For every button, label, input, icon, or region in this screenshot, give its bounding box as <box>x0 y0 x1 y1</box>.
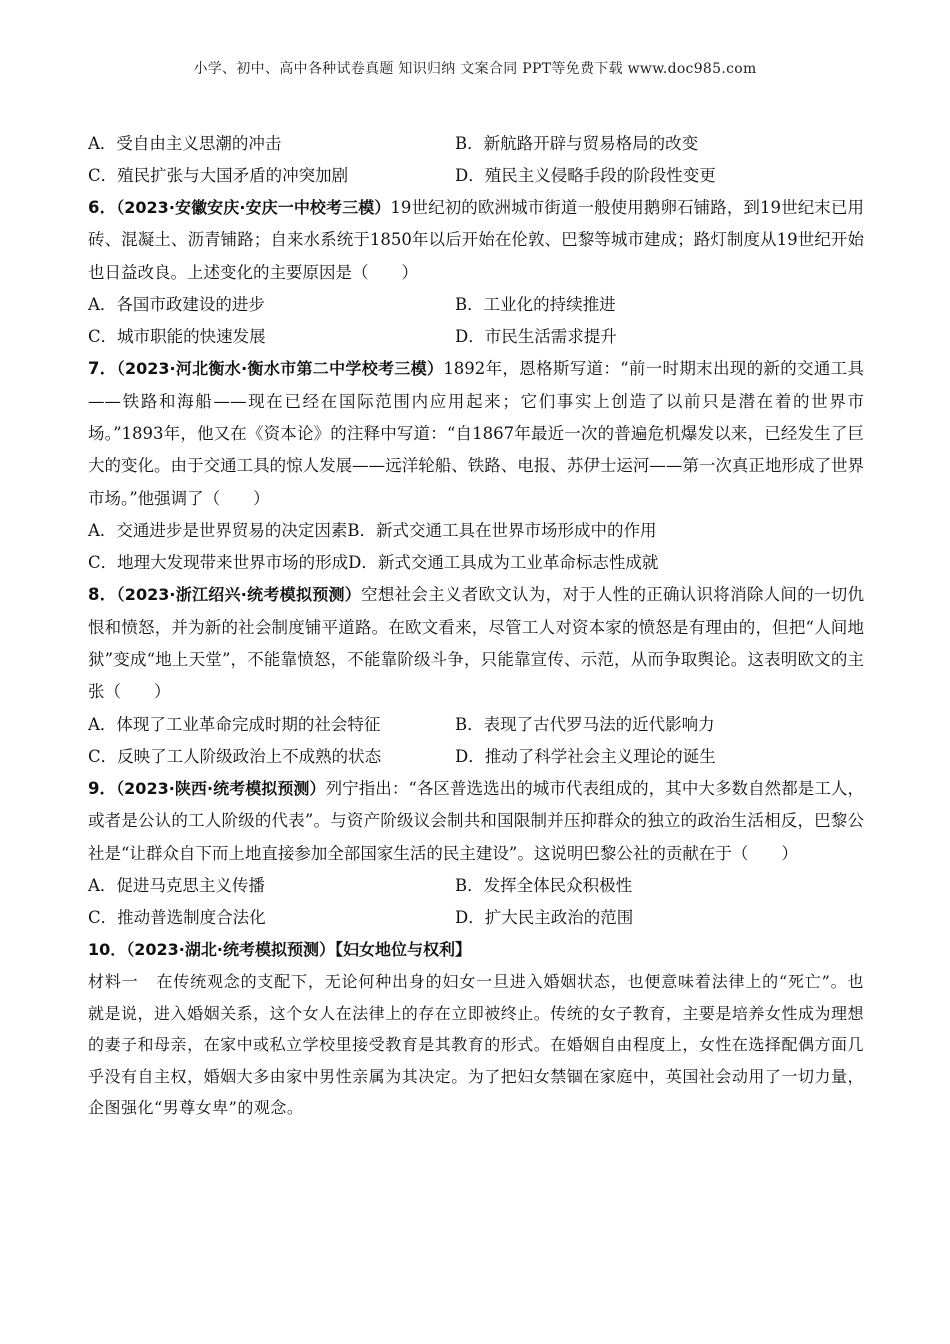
q5-option-b[interactable]: B．新航路开辟与贸易格局的改变 <box>455 134 699 153</box>
material-label: 材料一 <box>88 972 139 992</box>
q6-option-b[interactable]: B．工业化的持续推进 <box>455 295 616 315</box>
q8-option-a[interactable]: A．体现了工业革命完成时期的社会特征 <box>88 714 381 734</box>
question-number: 9． <box>88 778 117 798</box>
q5-options <box>88 128 864 192</box>
q6-option-c[interactable]: C．城市职能的快速发展 <box>88 327 266 347</box>
material-text: 在传统观念的支配下，无论何种出身的妇女一旦进入婚姻状态，也便意味着法律上的“死亡”。也就是说，进入婚姻关系，这个女人在法律上的存在立即被终止。传统的女子教育，主要是培养女性成为理想的妻子和母亲，在家中或私立学校里接受教育是其教育的形式。在婚姻自由程度上，女性在选择配偶方面几乎没有自主权，婚姻大多由家中男性亲属为其决定。为了把妇女禁锢在家庭中，英国社会动用了一切力量，企图强化“男尊女卑”的观念。 <box>88 972 864 1118</box>
q7-option-b[interactable]: B．新式交通工具在世界市场形成中的作用 <box>347 521 657 541</box>
question-source: （2023·安徽安庆·安庆一中校考三模） <box>116 198 391 217</box>
question-source: （2023·河北衡水·衡水市第二中学校考三模） <box>116 359 444 379</box>
question-stem: 空想社会主义者欧文认为，对于人性的正确认识将消除人间的一切仇恨和愤怒，并为新的社会制度铺平道路。在欧文看来，尽管工人对资本家的愤怒是有理由的，但把“人间地狱”变成“地上天堂”，不能靠愤怒，不能靠阶级斗争，只能靠宣传、示范，从而争取舆论。这表明欧文的主张（ ） <box>88 585 864 702</box>
q8-option-d[interactable]: D．推动了科学社会主义理论的诞生 <box>455 746 716 766</box>
q7-options <box>88 515 864 579</box>
q9-option-a[interactable]: A．促进马克思主义传播 <box>88 876 265 896</box>
q9-option-d[interactable]: D．扩大民主政治的范围 <box>455 908 634 928</box>
q9-option-c[interactable]: C．推动普选制度合法化 <box>88 908 266 928</box>
question-number: 8． <box>88 585 117 605</box>
question-number: 7． <box>88 359 117 379</box>
q5-option-d[interactable]: D．殖民主义侵略手段的阶段性变更 <box>455 166 716 185</box>
question-8 <box>88 579 864 709</box>
q7-option-c[interactable]: C．地理大发现带来世界市场的形成 <box>88 553 349 573</box>
q6-options <box>88 289 864 353</box>
q8-option-c[interactable]: C．反映了工人阶级政治上不成熟的状态 <box>88 746 382 766</box>
question-6 <box>88 192 864 289</box>
q6-option-d[interactable]: D．市民生活需求提升 <box>455 327 617 347</box>
question-10-material <box>88 966 864 1124</box>
question-source: （2023·陕西·统考模拟预测） <box>116 778 326 798</box>
question-stem: 1892年，恩格斯写道：“前一时期末出现的新的交通工具——铁路和海船——现在已经在国际范围内应用起来；它们事实上创造了以前只是潜在着的世界市场。”1893年，他又在《资本论》的注释中写道：“自1867年最近一次的普遍危机爆发以来，已经发生了巨大的变化。由于交通工具的惊人发展——远洋轮船、铁路、电报、苏伊士运河——第一次真正地形成了世界市场。”他强调了（ ） <box>88 359 864 508</box>
question-stem: 列宁指出：“各区普选选出的城市代表组成的，其中大多数自然都是工人，或者是公认的工人阶级的代表”。与资产阶级议会制共和国限制并压抑群众的独立的政治生活相反，巴黎公社是“让群众自下而上地直接参加全部国家生活的民主建设”。这说明巴黎公社的贡献在于（ ） <box>88 778 864 863</box>
q9-options <box>88 870 864 934</box>
q8-option-b[interactable]: B．表现了古代罗马法的近代影响力 <box>455 714 715 734</box>
question-number: 6． <box>88 198 117 217</box>
q5-option-a[interactable]: A．受自由主义思潮的冲击 <box>88 134 282 153</box>
q7-option-a[interactable]: A．交通进步是世界贸易的决定因素 <box>88 521 348 541</box>
q8-options <box>88 709 864 773</box>
question-9 <box>88 773 864 870</box>
q5-option-c[interactable]: C．殖民扩张与大国矛盾的冲突加剧 <box>88 166 349 185</box>
question-stem: 19世纪初的欧洲城市街道一般使用鹅卵石铺路，到19世纪末已用砖、混凝土、沥青铺路；自来水系统于1850年以后开始在伦敦、巴黎等城市建成；路灯制度从19世纪开始也日益改良。上述变化的主要原因是（ ） <box>88 198 865 282</box>
question-7 <box>88 353 864 515</box>
q7-option-d[interactable]: D．新式交通工具成为工业革命标志性成就 <box>348 553 659 573</box>
question-source: （2023·浙江绍兴·统考模拟预测） <box>116 585 362 605</box>
question-10-title: 10．（2023·湖北·统考模拟预测）【妇女地位与权利】 <box>88 940 471 960</box>
question-content <box>88 128 864 1124</box>
q6-option-a[interactable]: A．各国市政建设的进步 <box>88 295 265 315</box>
q9-option-b[interactable]: B．发挥全体民众积极性 <box>455 876 633 896</box>
page-header: 小学、初中、高中各种试卷真题 知识归纳 文案合同 PPT等免费下载 www.doc985.com <box>193 61 757 77</box>
